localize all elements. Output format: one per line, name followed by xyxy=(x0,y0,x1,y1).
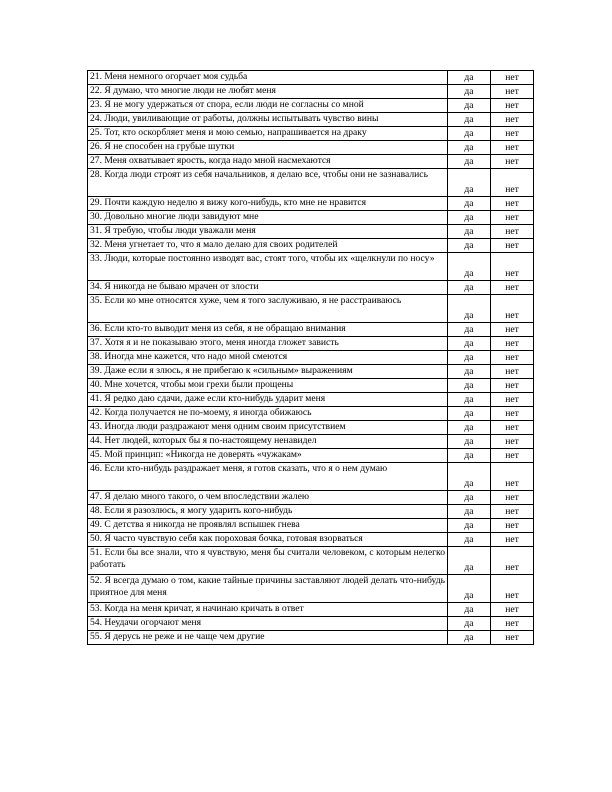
question-text: 30. Довольно многие люди завидуют мне xyxy=(88,211,448,225)
table-row xyxy=(88,505,534,519)
question-text: 26. Я не способен на грубые шутки xyxy=(88,141,448,155)
table-row xyxy=(88,365,534,379)
table-row xyxy=(88,239,534,253)
table-row xyxy=(88,351,534,365)
question-text: 34. Я никогда не бываю мрачен от злости xyxy=(88,281,448,295)
table-row xyxy=(88,197,534,211)
answer-yes-option[interactable]: да xyxy=(448,323,491,337)
question-text: 43. Иногда люди раздражают меня одним своим присутствием xyxy=(88,421,448,435)
question-text: 25. Тот, кто оскорбляет меня и мою семью, напрашивается на драку xyxy=(88,127,448,141)
table-row xyxy=(88,85,534,99)
answer-no-option[interactable]: нет xyxy=(491,211,534,225)
question-text: 29. Почти каждую неделю я вижу кого-нибудь, кто мне не нравится xyxy=(88,197,448,211)
answer-no-option[interactable]: нет xyxy=(491,393,534,407)
answer-yes-option[interactable]: да xyxy=(448,519,491,533)
answer-yes-option[interactable]: да xyxy=(448,407,491,421)
answer-yes-option[interactable]: да xyxy=(448,449,491,463)
answer-yes-option[interactable]: да xyxy=(448,295,491,323)
table-row xyxy=(88,393,534,407)
answer-yes-option[interactable]: да xyxy=(448,99,491,113)
question-text: 44. Нет людей, которых бы я по-настоящему ненавидел xyxy=(88,435,448,449)
table-row xyxy=(88,519,534,533)
answer-yes-option[interactable]: да xyxy=(448,351,491,365)
answer-yes-option[interactable]: да xyxy=(448,253,491,281)
question-text: 52. Я всегда думаю о том, какие тайные причины заставляют людей делать что-нибудь приятное для меня xyxy=(88,575,448,603)
answer-yes-option[interactable]: да xyxy=(448,435,491,449)
table-row xyxy=(88,113,534,127)
question-text: 38. Иногда мне кажется, что надо мной смеются xyxy=(88,351,448,365)
answer-no-option[interactable]: нет xyxy=(491,407,534,421)
table-row xyxy=(88,379,534,393)
answer-yes-option[interactable]: да xyxy=(448,547,491,575)
question-text: 48. Если я разозлюсь, я могу ударить кого-нибудь xyxy=(88,505,448,519)
question-text: 28. Когда люди строят из себя начальников, я делаю все, чтобы они не зазнавались xyxy=(88,169,448,197)
answer-yes-option[interactable]: да xyxy=(448,71,491,85)
question-text: 50. Я часто чувствую себя как пороховая бочка, готовая взорваться xyxy=(88,533,448,547)
question-text: 54. Неудачи огорчают меня xyxy=(88,617,448,631)
answer-no-option[interactable]: нет xyxy=(491,449,534,463)
answer-yes-option[interactable]: да xyxy=(448,603,491,617)
table-row xyxy=(88,99,534,113)
answer-no-option[interactable]: нет xyxy=(491,435,534,449)
answer-no-option[interactable]: нет xyxy=(491,323,534,337)
answer-yes-option[interactable]: да xyxy=(448,155,491,169)
table-row xyxy=(88,141,534,155)
question-text: 32. Меня угнетает то, что я мало делаю для своих родителей xyxy=(88,239,448,253)
answer-yes-option[interactable]: да xyxy=(448,463,491,491)
answer-yes-option[interactable]: да xyxy=(448,211,491,225)
answer-no-option[interactable]: нет xyxy=(491,575,534,603)
question-text: 55. Я дерусь не реже и не чаще чем другие xyxy=(88,631,448,645)
answer-no-option[interactable]: нет xyxy=(491,127,534,141)
question-text: 47. Я делаю много такого, о чем впоследствии жалею xyxy=(88,491,448,505)
answer-no-option[interactable]: нет xyxy=(491,141,534,155)
question-text: 40. Мне хочется, чтобы мои грехи были прощены xyxy=(88,379,448,393)
question-text: 21. Меня немного огорчает моя судьба xyxy=(88,71,448,85)
answer-yes-option[interactable]: да xyxy=(448,575,491,603)
answer-no-option[interactable]: нет xyxy=(491,225,534,239)
answer-yes-option[interactable]: да xyxy=(448,393,491,407)
answer-yes-option[interactable]: да xyxy=(448,169,491,197)
answer-yes-option[interactable]: да xyxy=(448,491,491,505)
table-row xyxy=(88,547,534,575)
answer-yes-option[interactable]: да xyxy=(448,141,491,155)
answer-no-option[interactable]: нет xyxy=(491,351,534,365)
question-text: 46. Если кто-нибудь раздражает меня, я готов сказать, что я о нем думаю xyxy=(88,463,448,491)
answer-no-option[interactable]: нет xyxy=(491,631,534,645)
answer-no-option[interactable]: нет xyxy=(491,491,534,505)
questionnaire-rows xyxy=(88,71,534,645)
question-text: 27. Меня охватывает ярость, когда надо мной насмехаются xyxy=(88,155,448,169)
answer-no-option[interactable]: нет xyxy=(491,113,534,127)
answer-yes-option[interactable]: да xyxy=(448,533,491,547)
answer-yes-option[interactable]: да xyxy=(448,505,491,519)
answer-yes-option[interactable]: да xyxy=(448,337,491,351)
answer-no-option[interactable]: нет xyxy=(491,155,534,169)
answer-no-option[interactable]: нет xyxy=(491,253,534,281)
table-row xyxy=(88,617,534,631)
question-text: 22. Я думаю, что многие люди не любят меня xyxy=(88,85,448,99)
answer-no-option[interactable]: нет xyxy=(491,85,534,99)
question-text: 33. Люди, которые постоянно изводят вас, стоят того, чтобы их «щелкнули по носу» xyxy=(88,253,448,281)
question-text: 39. Даже если я злюсь, я не прибегаю к «сильным» выражениям xyxy=(88,365,448,379)
question-text: 24. Люди, увиливающие от работы, должны испытывать чувство вины xyxy=(88,113,448,127)
answer-no-option[interactable]: нет xyxy=(491,197,534,211)
table-row xyxy=(88,337,534,351)
answer-yes-option[interactable]: да xyxy=(448,365,491,379)
answer-no-option[interactable]: нет xyxy=(491,463,534,491)
answer-no-option[interactable]: нет xyxy=(491,295,534,323)
answer-yes-option[interactable]: да xyxy=(448,197,491,211)
table-row xyxy=(88,491,534,505)
answer-yes-option[interactable]: да xyxy=(448,225,491,239)
table-row xyxy=(88,603,534,617)
answer-no-option[interactable]: нет xyxy=(491,337,534,351)
question-text: 36. Если кто-то выводит меня из себя, я не обращаю внимания xyxy=(88,323,448,337)
table-row xyxy=(88,71,534,85)
questionnaire-table xyxy=(87,70,534,645)
question-text: 23. Я не могу удержаться от спора, если люди не согласны со мной xyxy=(88,99,448,113)
table-row xyxy=(88,225,534,239)
answer-yes-option[interactable]: да xyxy=(448,379,491,393)
table-row xyxy=(88,407,534,421)
table-row xyxy=(88,435,534,449)
table-row xyxy=(88,463,534,491)
answer-no-option[interactable]: нет xyxy=(491,617,534,631)
answer-no-option[interactable]: нет xyxy=(491,603,534,617)
table-row xyxy=(88,127,534,141)
table-row xyxy=(88,295,534,323)
answer-no-option[interactable]: нет xyxy=(491,365,534,379)
answer-no-option[interactable]: нет xyxy=(491,421,534,435)
table-row xyxy=(88,169,534,197)
answer-no-option[interactable]: нет xyxy=(491,533,534,547)
answer-yes-option[interactable]: да xyxy=(448,421,491,435)
table-row xyxy=(88,533,534,547)
answer-yes-option[interactable]: да xyxy=(448,239,491,253)
answer-yes-option[interactable]: да xyxy=(448,617,491,631)
answer-no-option[interactable]: нет xyxy=(491,519,534,533)
table-row xyxy=(88,281,534,295)
answer-no-option[interactable]: нет xyxy=(491,239,534,253)
table-row xyxy=(88,575,534,603)
table-row xyxy=(88,449,534,463)
table-row xyxy=(88,323,534,337)
table-row xyxy=(88,421,534,435)
answer-no-option[interactable]: нет xyxy=(491,505,534,519)
answer-yes-option[interactable]: да xyxy=(448,127,491,141)
answer-no-option[interactable]: нет xyxy=(491,379,534,393)
question-text: 53. Когда на меня кричат, я начинаю кричать в ответ xyxy=(88,603,448,617)
table-row xyxy=(88,211,534,225)
answer-no-option[interactable]: нет xyxy=(491,71,534,85)
question-text: 35. Если ко мне относятся хуже, чем я того заслуживаю, я не расстраиваюсь xyxy=(88,295,448,323)
answer-yes-option[interactable]: да xyxy=(448,281,491,295)
question-text: 41. Я редко даю сдачи, даже если кто-нибудь ударит меня xyxy=(88,393,448,407)
answer-yes-option[interactable]: да xyxy=(448,113,491,127)
answer-no-option[interactable]: нет xyxy=(491,281,534,295)
table-row xyxy=(88,631,534,645)
answer-yes-option[interactable]: да xyxy=(448,631,491,645)
question-text: 49. С детства я никогда не проявлял вспышек гнева xyxy=(88,519,448,533)
answer-no-option[interactable]: нет xyxy=(491,547,534,575)
question-text: 42. Когда получается не по-моему, я иногда обижаюсь xyxy=(88,407,448,421)
question-text: 45. Мой принцип: «Никогда не доверять «чужакам» xyxy=(88,449,448,463)
question-text: 51. Если бы все знали, что я чувствую, меня бы считали человеком, с которым нелегко работать xyxy=(88,547,448,575)
question-text: 37. Хотя я и не показываю этого, меня иногда гложет зависть xyxy=(88,337,448,351)
table-row xyxy=(88,155,534,169)
answer-no-option[interactable]: нет xyxy=(491,99,534,113)
table-row xyxy=(88,253,534,281)
question-text: 31. Я требую, чтобы люди уважали меня xyxy=(88,225,448,239)
answer-yes-option[interactable]: да xyxy=(448,85,491,99)
answer-no-option[interactable]: нет xyxy=(491,169,534,197)
